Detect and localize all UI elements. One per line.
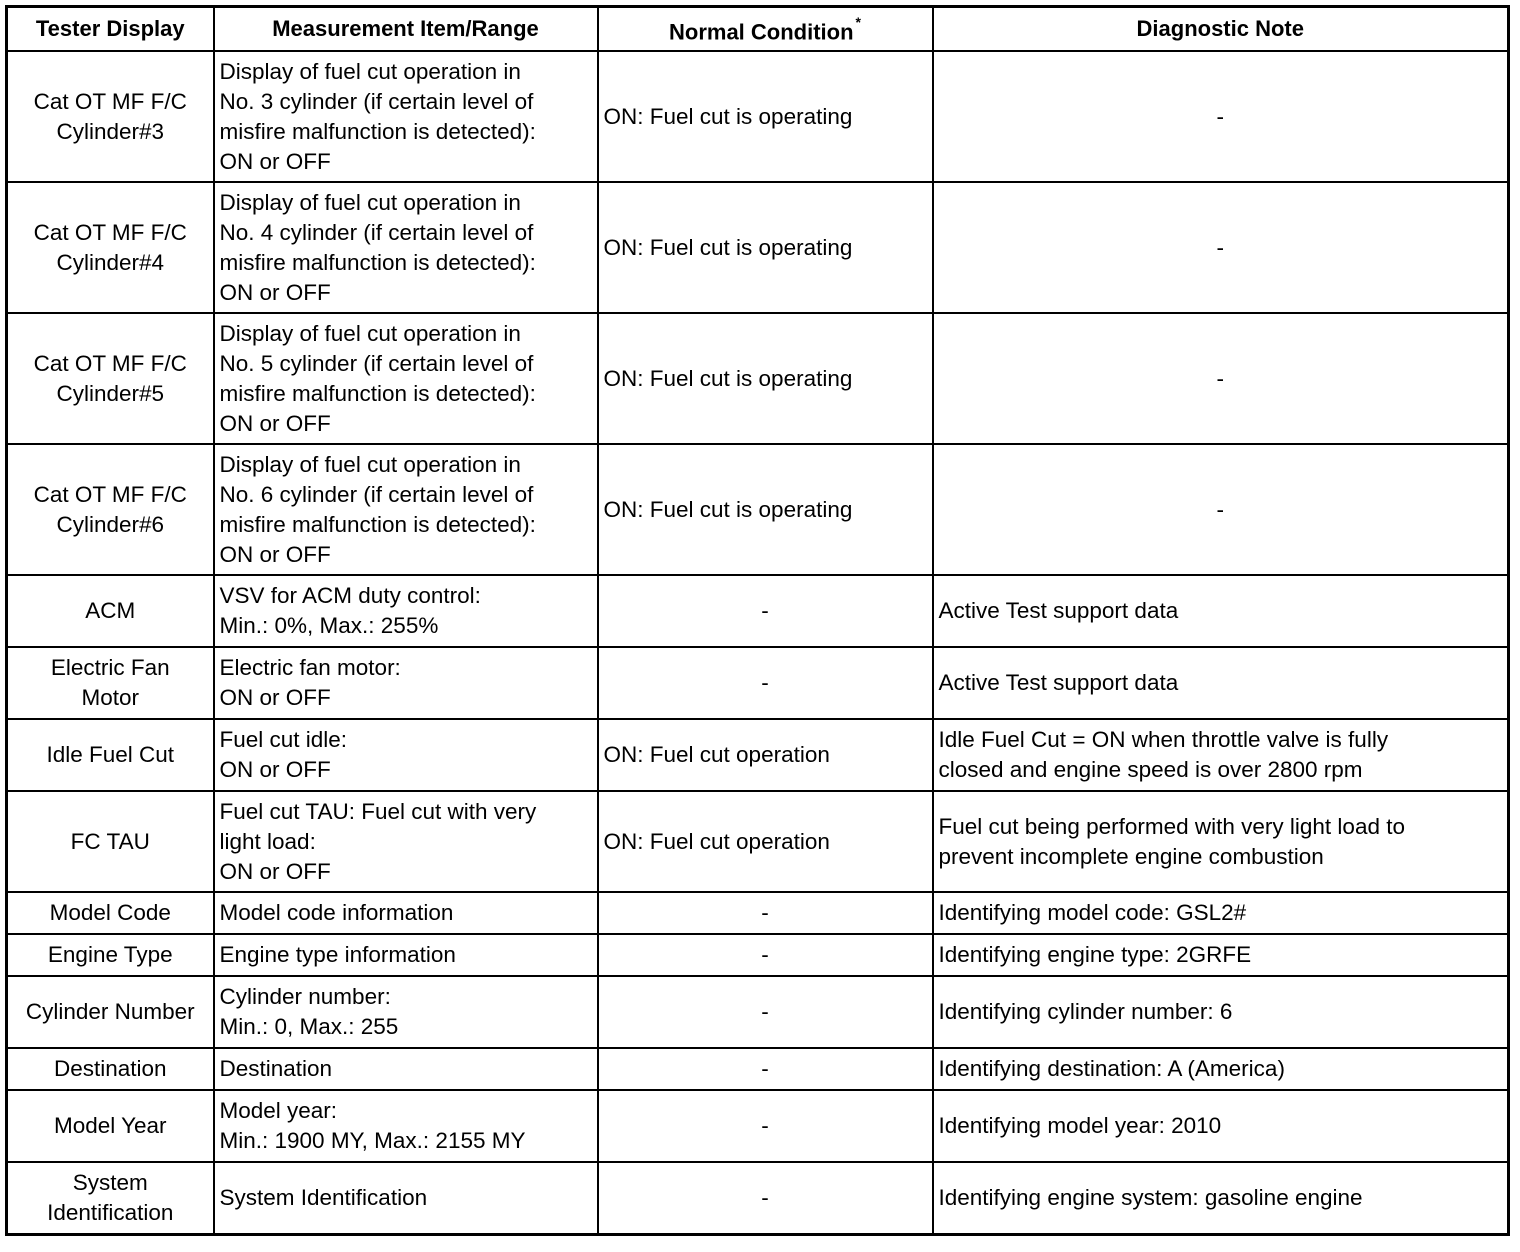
- cell-diagnostic-note: Identifying model year: 2010: [933, 1090, 1509, 1162]
- cell-tester-display: ACM: [7, 575, 214, 647]
- cell-normal-condition: ON: Fuel cut is operating: [598, 444, 933, 575]
- table-row: [7, 647, 1509, 719]
- cell-measurement-range: Display of fuel cut operation in No. 6 cylinder (if certain level of misfire malfunction is detected): ON or OFF: [214, 444, 598, 575]
- cell-normal-condition: -: [598, 1162, 933, 1235]
- cell-normal-condition: ON: Fuel cut operation: [598, 791, 933, 892]
- cell-tester-display: Cat OT MF F/C Cylinder#5: [7, 313, 214, 444]
- cell-diagnostic-note: Identifying engine system: gasoline engine: [933, 1162, 1509, 1235]
- header-tester-display: Tester Display: [7, 7, 214, 52]
- header-normal-condition-label: Normal Condition: [669, 19, 854, 45]
- cell-normal-condition: ON: Fuel cut is operating: [598, 313, 933, 444]
- cell-tester-display: Cat OT MF F/C Cylinder#4: [7, 182, 214, 313]
- cell-tester-display: Model Year: [7, 1090, 214, 1162]
- cell-measurement-range: Model code information: [214, 892, 598, 934]
- cell-diagnostic-note: -: [933, 51, 1509, 182]
- header-measurement-range: Measurement Item/Range: [214, 7, 598, 52]
- cell-tester-display: Cat OT MF F/C Cylinder#3: [7, 51, 214, 182]
- table-row: [7, 719, 1509, 791]
- cell-normal-condition: ON: Fuel cut operation: [598, 719, 933, 791]
- cell-tester-display: FC TAU: [7, 791, 214, 892]
- table-row: [7, 976, 1509, 1048]
- table-row: [7, 934, 1509, 976]
- cell-measurement-range: Fuel cut idle: ON or OFF: [214, 719, 598, 791]
- table-row: [7, 182, 1509, 313]
- cell-normal-condition: -: [598, 575, 933, 647]
- footnote-mark: *: [855, 13, 861, 30]
- cell-diagnostic-note: Identifying engine type: 2GRFE: [933, 934, 1509, 976]
- cell-diagnostic-note: Identifying destination: A (America): [933, 1048, 1509, 1090]
- cell-measurement-range: Engine type information: [214, 934, 598, 976]
- table-row: [7, 51, 1509, 182]
- cell-normal-condition: -: [598, 976, 933, 1048]
- cell-tester-display: System Identification: [7, 1162, 214, 1235]
- table-row: [7, 1048, 1509, 1090]
- cell-diagnostic-note: -: [933, 444, 1509, 575]
- cell-diagnostic-note: -: [933, 182, 1509, 313]
- header-row: [7, 7, 1509, 52]
- cell-diagnostic-note: Active Test support data: [933, 575, 1509, 647]
- cell-diagnostic-note: Idle Fuel Cut = ON when throttle valve is fully closed and engine speed is over 2800 rpm: [933, 719, 1509, 791]
- cell-diagnostic-note: Identifying cylinder number: 6: [933, 976, 1509, 1048]
- cell-measurement-range: Cylinder number: Min.: 0, Max.: 255: [214, 976, 598, 1048]
- table-row: [7, 892, 1509, 934]
- cell-measurement-range: Display of fuel cut operation in No. 5 cylinder (if certain level of misfire malfunction is detected): ON or OFF: [214, 313, 598, 444]
- cell-measurement-range: Model year: Min.: 1900 MY, Max.: 2155 MY: [214, 1090, 598, 1162]
- cell-normal-condition: ON: Fuel cut is operating: [598, 182, 933, 313]
- cell-measurement-range: Fuel cut TAU: Fuel cut with very light load: ON or OFF: [214, 791, 598, 892]
- table-row: [7, 575, 1509, 647]
- table-row: [7, 1162, 1509, 1235]
- cell-diagnostic-note: Fuel cut being performed with very light load to prevent incomplete engine combustion: [933, 791, 1509, 892]
- cell-tester-display: Cat OT MF F/C Cylinder#6: [7, 444, 214, 575]
- cell-measurement-range: VSV for ACM duty control: Min.: 0%, Max.: 255%: [214, 575, 598, 647]
- cell-normal-condition: ON: Fuel cut is operating: [598, 51, 933, 182]
- cell-measurement-range: Display of fuel cut operation in No. 4 cylinder (if certain level of misfire malfunction is detected): ON or OFF: [214, 182, 598, 313]
- table-row: [7, 791, 1509, 892]
- table-row: [7, 313, 1509, 444]
- cell-tester-display: Idle Fuel Cut: [7, 719, 214, 791]
- cell-tester-display: Destination: [7, 1048, 214, 1090]
- cell-tester-display: Model Code: [7, 892, 214, 934]
- table-row: [7, 444, 1509, 575]
- cell-normal-condition: -: [598, 1048, 933, 1090]
- cell-normal-condition: -: [598, 892, 933, 934]
- cell-normal-condition: -: [598, 934, 933, 976]
- cell-measurement-range: System Identification: [214, 1162, 598, 1235]
- cell-diagnostic-note: Active Test support data: [933, 647, 1509, 719]
- cell-tester-display: Cylinder Number: [7, 976, 214, 1048]
- header-diagnostic-note: Diagnostic Note: [933, 7, 1509, 52]
- cell-tester-display: Engine Type: [7, 934, 214, 976]
- header-normal-condition: [598, 7, 933, 52]
- cell-normal-condition: -: [598, 1090, 933, 1162]
- cell-tester-display: Electric Fan Motor: [7, 647, 214, 719]
- cell-measurement-range: Destination: [214, 1048, 598, 1090]
- cell-measurement-range: Electric fan motor: ON or OFF: [214, 647, 598, 719]
- cell-diagnostic-note: -: [933, 313, 1509, 444]
- cell-normal-condition: -: [598, 647, 933, 719]
- table-row: [7, 1090, 1509, 1162]
- cell-measurement-range: Display of fuel cut operation in No. 3 cylinder (if certain level of misfire malfunction is detected): ON or OFF: [214, 51, 598, 182]
- tester-data-table: [5, 5, 1510, 1236]
- cell-diagnostic-note: Identifying model code: GSL2#: [933, 892, 1509, 934]
